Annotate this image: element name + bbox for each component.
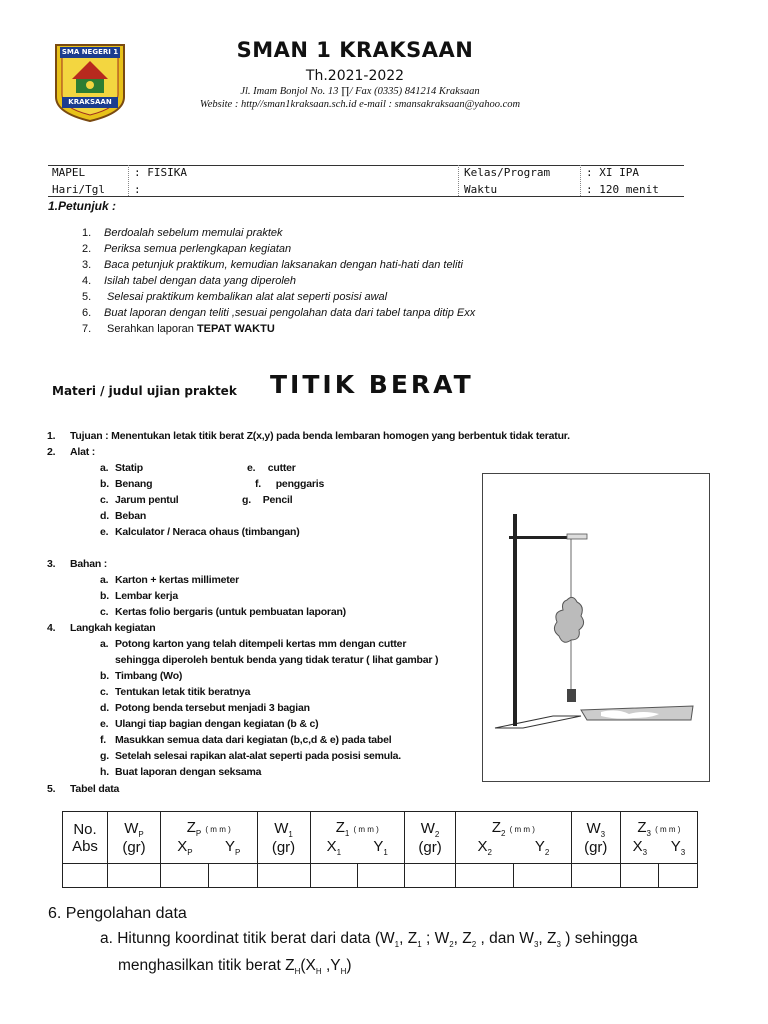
experiment-illustration <box>482 473 710 782</box>
langkah-item: g. Setelah selesai rapikan alat-alat seperti pada posisi semula. <box>100 750 402 762</box>
alat-item: d. Beban <box>100 510 147 522</box>
table-cell[interactable] <box>310 864 357 888</box>
header-w1: $W_1$ (gr) <box>257 812 310 864</box>
info-divider-1 <box>128 165 129 196</box>
header-wp: $W_P$ (gr) <box>108 812 161 864</box>
logo-text-top: SMA NEGERI 1 <box>61 48 119 56</box>
instruction-item: 4. Isilah tabel dengan data yang diperoleh <box>82 275 297 287</box>
school-name: SMAN 1 KRAKSAAN <box>236 38 474 62</box>
tujuan-text: Tujuan : Menentukan letak titik berat Z(x,y) pada benda lembaran homogen yang berbentuk tidak teratur. <box>70 430 570 442</box>
langkah-item: h. Buat laporan dengan seksama <box>100 766 262 778</box>
header-z1: $Z_1$ ( m m ) $X_1$ $Y_1$ <box>310 812 405 864</box>
section-number: 5. <box>47 783 56 795</box>
bahan-item: a. Karton + kertas millimeter <box>100 574 240 586</box>
instruction-item: 7. Serahkan laporan TEPAT WAKTU <box>82 323 275 335</box>
mapel-value: : FISIKA <box>134 166 187 179</box>
table-cell[interactable] <box>571 864 620 888</box>
school-year: Th.2021-2022 <box>305 68 405 84</box>
bahan-item: c. Kertas folio bergaris (untuk pembuatan laporan) <box>100 606 346 618</box>
petunjuk-title: 1.Petunjuk : <box>48 199 117 213</box>
table-cell[interactable] <box>456 864 514 888</box>
school-website: Website : http//sman1kraksaan.sch.id e-mail : smansakraksaan@yahoo.com <box>199 99 521 110</box>
section-number: 3. <box>47 558 56 570</box>
header-w3: $W_3$ (gr) <box>571 812 620 864</box>
header-z3: $Z_3$ ( m m ) $X_3$ $Y_3$ <box>620 812 697 864</box>
data-table <box>62 811 698 888</box>
materi-label: Materi / judul ujian praktek <box>52 384 237 398</box>
langkah-item: f. Masukkan semua data dari kegiatan (b,c,d & e) pada tabel <box>100 734 392 746</box>
alat-item: a. Statip <box>100 462 143 474</box>
school-address-block <box>150 85 570 111</box>
school-address: Jl. Imam Bonjol No. 13 ∏/ Fax (0335) 841214 Kraksaan <box>240 86 480 97</box>
instruction-item: 6. Buat laporan dengan teliti ,sesuai pengolahan data dari tabel tanpa ditip Exx <box>82 307 476 319</box>
table-cell[interactable] <box>108 864 161 888</box>
info-divider-3 <box>580 165 581 196</box>
table-cell[interactable] <box>405 864 456 888</box>
waktu-value: : 120 menit <box>586 183 659 196</box>
table-cell[interactable] <box>659 864 698 888</box>
table-row <box>63 864 698 888</box>
alat-item: b. Benang <box>100 478 153 490</box>
instruction-item: 3. Baca petunjuk praktikum, kemudian laksanakan dengan hati-hati dan teliti <box>82 259 463 271</box>
alat-item: f. penggaris <box>255 478 325 490</box>
logo-text-bottom: KRAKSAAN <box>68 98 112 106</box>
header-zp: $Z_P$ ( m m ) $X_P$ $Y_P$ <box>161 812 258 864</box>
langkah-item: a. Potong karton yang telah ditempeli kertas mm dengan cutter <box>100 638 407 650</box>
section-number: 4. <box>47 622 56 634</box>
header-no-abs: No. Abs <box>63 812 108 864</box>
langkah-item: e. Ulangi tiap bagian dengan kegiatan (b & c) <box>100 718 319 730</box>
pengolahan-item-a: a. Hitunng koordinat titik berat dari data ($W_1$, $Z_1$ ; $W_2$, $Z_2$ , dan $W_3$, $Z_3$ ) sehingga menghasilkan titik berat $Z_H(X_H$ $,Y_H$) <box>100 930 638 977</box>
waktu-label: Waktu <box>464 183 498 196</box>
alat-item: g. Pencil <box>242 494 293 506</box>
info-divider-2 <box>458 165 459 196</box>
table-cell[interactable] <box>63 864 108 888</box>
practical-title: TITIK BERAT <box>270 370 474 399</box>
langkah-item: c. Tentukan letak titik beratnya <box>100 686 251 698</box>
table-cell[interactable] <box>209 864 257 888</box>
alat-item: e. Kalculator / Neraca ohaus (timbangan) <box>100 526 300 538</box>
table-cell[interactable] <box>161 864 209 888</box>
table-cell[interactable] <box>513 864 571 888</box>
hari-label: Hari/Tgl <box>52 183 105 196</box>
instruction-item: 5. Selesai praktikum kembalikan alat alat seperti posisi awal <box>82 291 388 303</box>
langkah-item: sehingga diperoleh bentuk benda yang tidak teratur ( lihat gambar ) <box>115 654 439 666</box>
table-cell[interactable] <box>357 864 404 888</box>
section-number: 1. <box>47 430 56 442</box>
mapel-label: MAPEL <box>52 166 86 179</box>
alat-item: e. cutter <box>247 462 296 474</box>
bahan-heading: Bahan : <box>70 558 108 570</box>
pengolahan-title: 6. Pengolahan data <box>48 905 187 922</box>
table-header-row <box>63 812 698 864</box>
header-w2: $W_2$ (gr) <box>405 812 456 864</box>
bahan-item: b. Lembar kerja <box>100 590 178 602</box>
header-rule-bottom <box>48 196 684 197</box>
table-cell[interactable] <box>620 864 659 888</box>
section-number: 2. <box>47 446 56 458</box>
langkah-item: b. Timbang (Wo) <box>100 670 183 682</box>
school-logo <box>52 41 128 123</box>
tabel-heading: Tabel data <box>70 783 120 795</box>
langkah-item: d. Potong benda tersebut menjadi 3 bagian <box>100 702 310 714</box>
header-z2: $Z_2$ ( m m ) $X_2$ $Y_2$ <box>456 812 572 864</box>
instruction-item: 2. Periksa semua perlengkapan kegiatan <box>82 243 292 255</box>
alat-item: c. Jarum pentul <box>100 494 179 506</box>
tepat-waktu-emphasis: TEPAT WAKTU <box>196 323 275 335</box>
kelas-value: : XI IPA <box>586 166 639 179</box>
alat-heading: Alat : <box>70 446 96 458</box>
hari-value: : <box>134 183 141 196</box>
langkah-heading: Langkah kegiatan <box>70 622 156 634</box>
kelas-label: Kelas/Program <box>464 166 551 179</box>
instruction-item: 1. Berdoalah sebelum memulai praktek <box>82 227 283 239</box>
table-cell[interactable] <box>257 864 310 888</box>
